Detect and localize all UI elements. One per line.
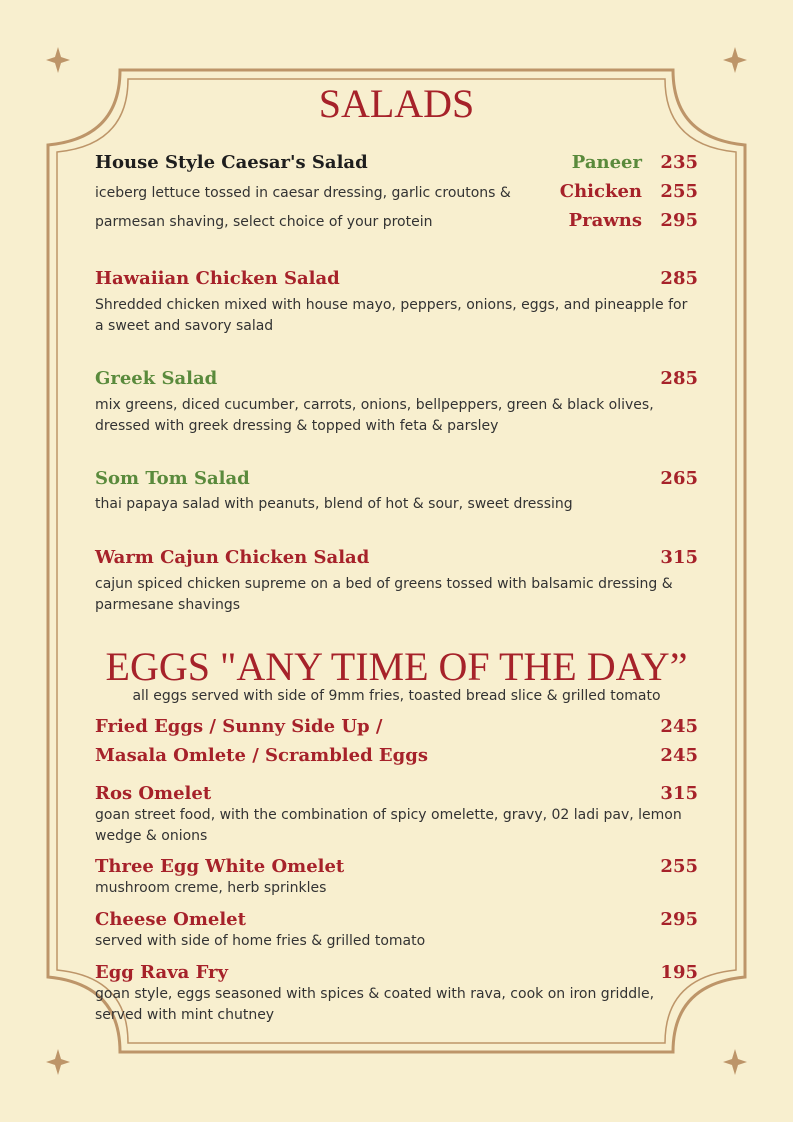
menu-item-desc: cajun spiced chicken supreme on a bed of greens tossed with balsamic dressing & parmesane shavings bbox=[95, 576, 673, 613]
menu-item-name: Fried Eggs / Sunny Side Up / bbox=[95, 716, 383, 737]
caesar-option-chicken-label: Chicken bbox=[559, 181, 642, 202]
menu-item-name: Egg Rava Fry bbox=[95, 962, 228, 983]
menu-item-desc: served with side of home fries & grilled tomato bbox=[95, 933, 426, 949]
menu-item-price: 245 bbox=[660, 745, 698, 766]
eggs-section-title: EGGS "ANY TIME OF THE DAY” bbox=[105, 644, 688, 689]
caesar-option-prawns-price: 295 bbox=[660, 210, 698, 231]
menu-item-desc: mix greens, diced cucumber, carrots, onions, bellpeppers, green & black olives, dressed with greek dressing & topped with feta & parsley bbox=[95, 397, 654, 434]
star-icon bbox=[46, 1049, 70, 1075]
caesar-salad-desc-line1: iceberg lettuce tossed in caesar dressing, garlic croutons & bbox=[95, 185, 511, 201]
star-icon bbox=[723, 1049, 747, 1075]
menu-item-name: Hawaiian Chicken Salad bbox=[95, 268, 340, 289]
menu-item-price: 285 bbox=[660, 268, 698, 289]
menu-item-price: 315 bbox=[660, 547, 698, 568]
menu-item-price: 195 bbox=[660, 962, 698, 983]
caesar-option-paneer-label: Paneer bbox=[571, 152, 642, 173]
menu-item-desc: goan street food, with the combination of spicy omelette, gravy, 02 ladi pav, lemon wedge & onions bbox=[95, 807, 682, 844]
menu-item-price: 285 bbox=[660, 368, 698, 389]
menu-item-price: 295 bbox=[660, 909, 698, 930]
menu-item-price: 245 bbox=[660, 716, 698, 737]
star-icon bbox=[723, 47, 747, 73]
menu-item-name: Masala Omlete / Scrambled Eggs bbox=[95, 745, 428, 766]
menu-item-name: Ros Omelet bbox=[95, 783, 212, 804]
menu-item-name: Three Egg White Omelet bbox=[95, 856, 345, 877]
menu-item-name: Warm Cajun Chicken Salad bbox=[95, 547, 370, 568]
menu-item-desc: Shredded chicken mixed with house mayo, peppers, onions, eggs, and pineapple for a sweet and savory salad bbox=[95, 297, 688, 334]
menu-item-name: Cheese Omelet bbox=[95, 909, 246, 930]
caesar-option-chicken-price: 255 bbox=[660, 181, 698, 202]
menu-item-desc: thai papaya salad with peanuts, blend of hot & sour, sweet dressing bbox=[95, 496, 573, 512]
menu-item-name: Greek Salad bbox=[95, 368, 218, 389]
caesar-salad-desc-line2: parmesan shaving, select choice of your protein bbox=[95, 214, 433, 230]
menu-item-price: 255 bbox=[660, 856, 698, 877]
star-icon bbox=[46, 47, 70, 73]
caesar-option-paneer-price: 235 bbox=[660, 152, 698, 173]
salads-section-title: SALADS bbox=[318, 81, 475, 126]
menu-item-price: 315 bbox=[660, 783, 698, 804]
caesar-option-prawns-label: Prawns bbox=[568, 210, 642, 231]
menu-item-desc: goan style, eggs seasoned with spices & coated with rava, cook on iron griddle, served with mint chutney bbox=[95, 986, 655, 1023]
caesar-salad-name: House Style Caesar's Salad bbox=[95, 152, 368, 173]
menu-item-name: Som Tom Salad bbox=[95, 468, 250, 489]
menu-item-price: 265 bbox=[660, 468, 698, 489]
eggs-section-subtitle: all eggs served with side of 9mm fries, toasted bread slice & grilled tomato bbox=[132, 688, 661, 704]
menu-item-desc: mushroom creme, herb sprinkles bbox=[95, 880, 327, 896]
